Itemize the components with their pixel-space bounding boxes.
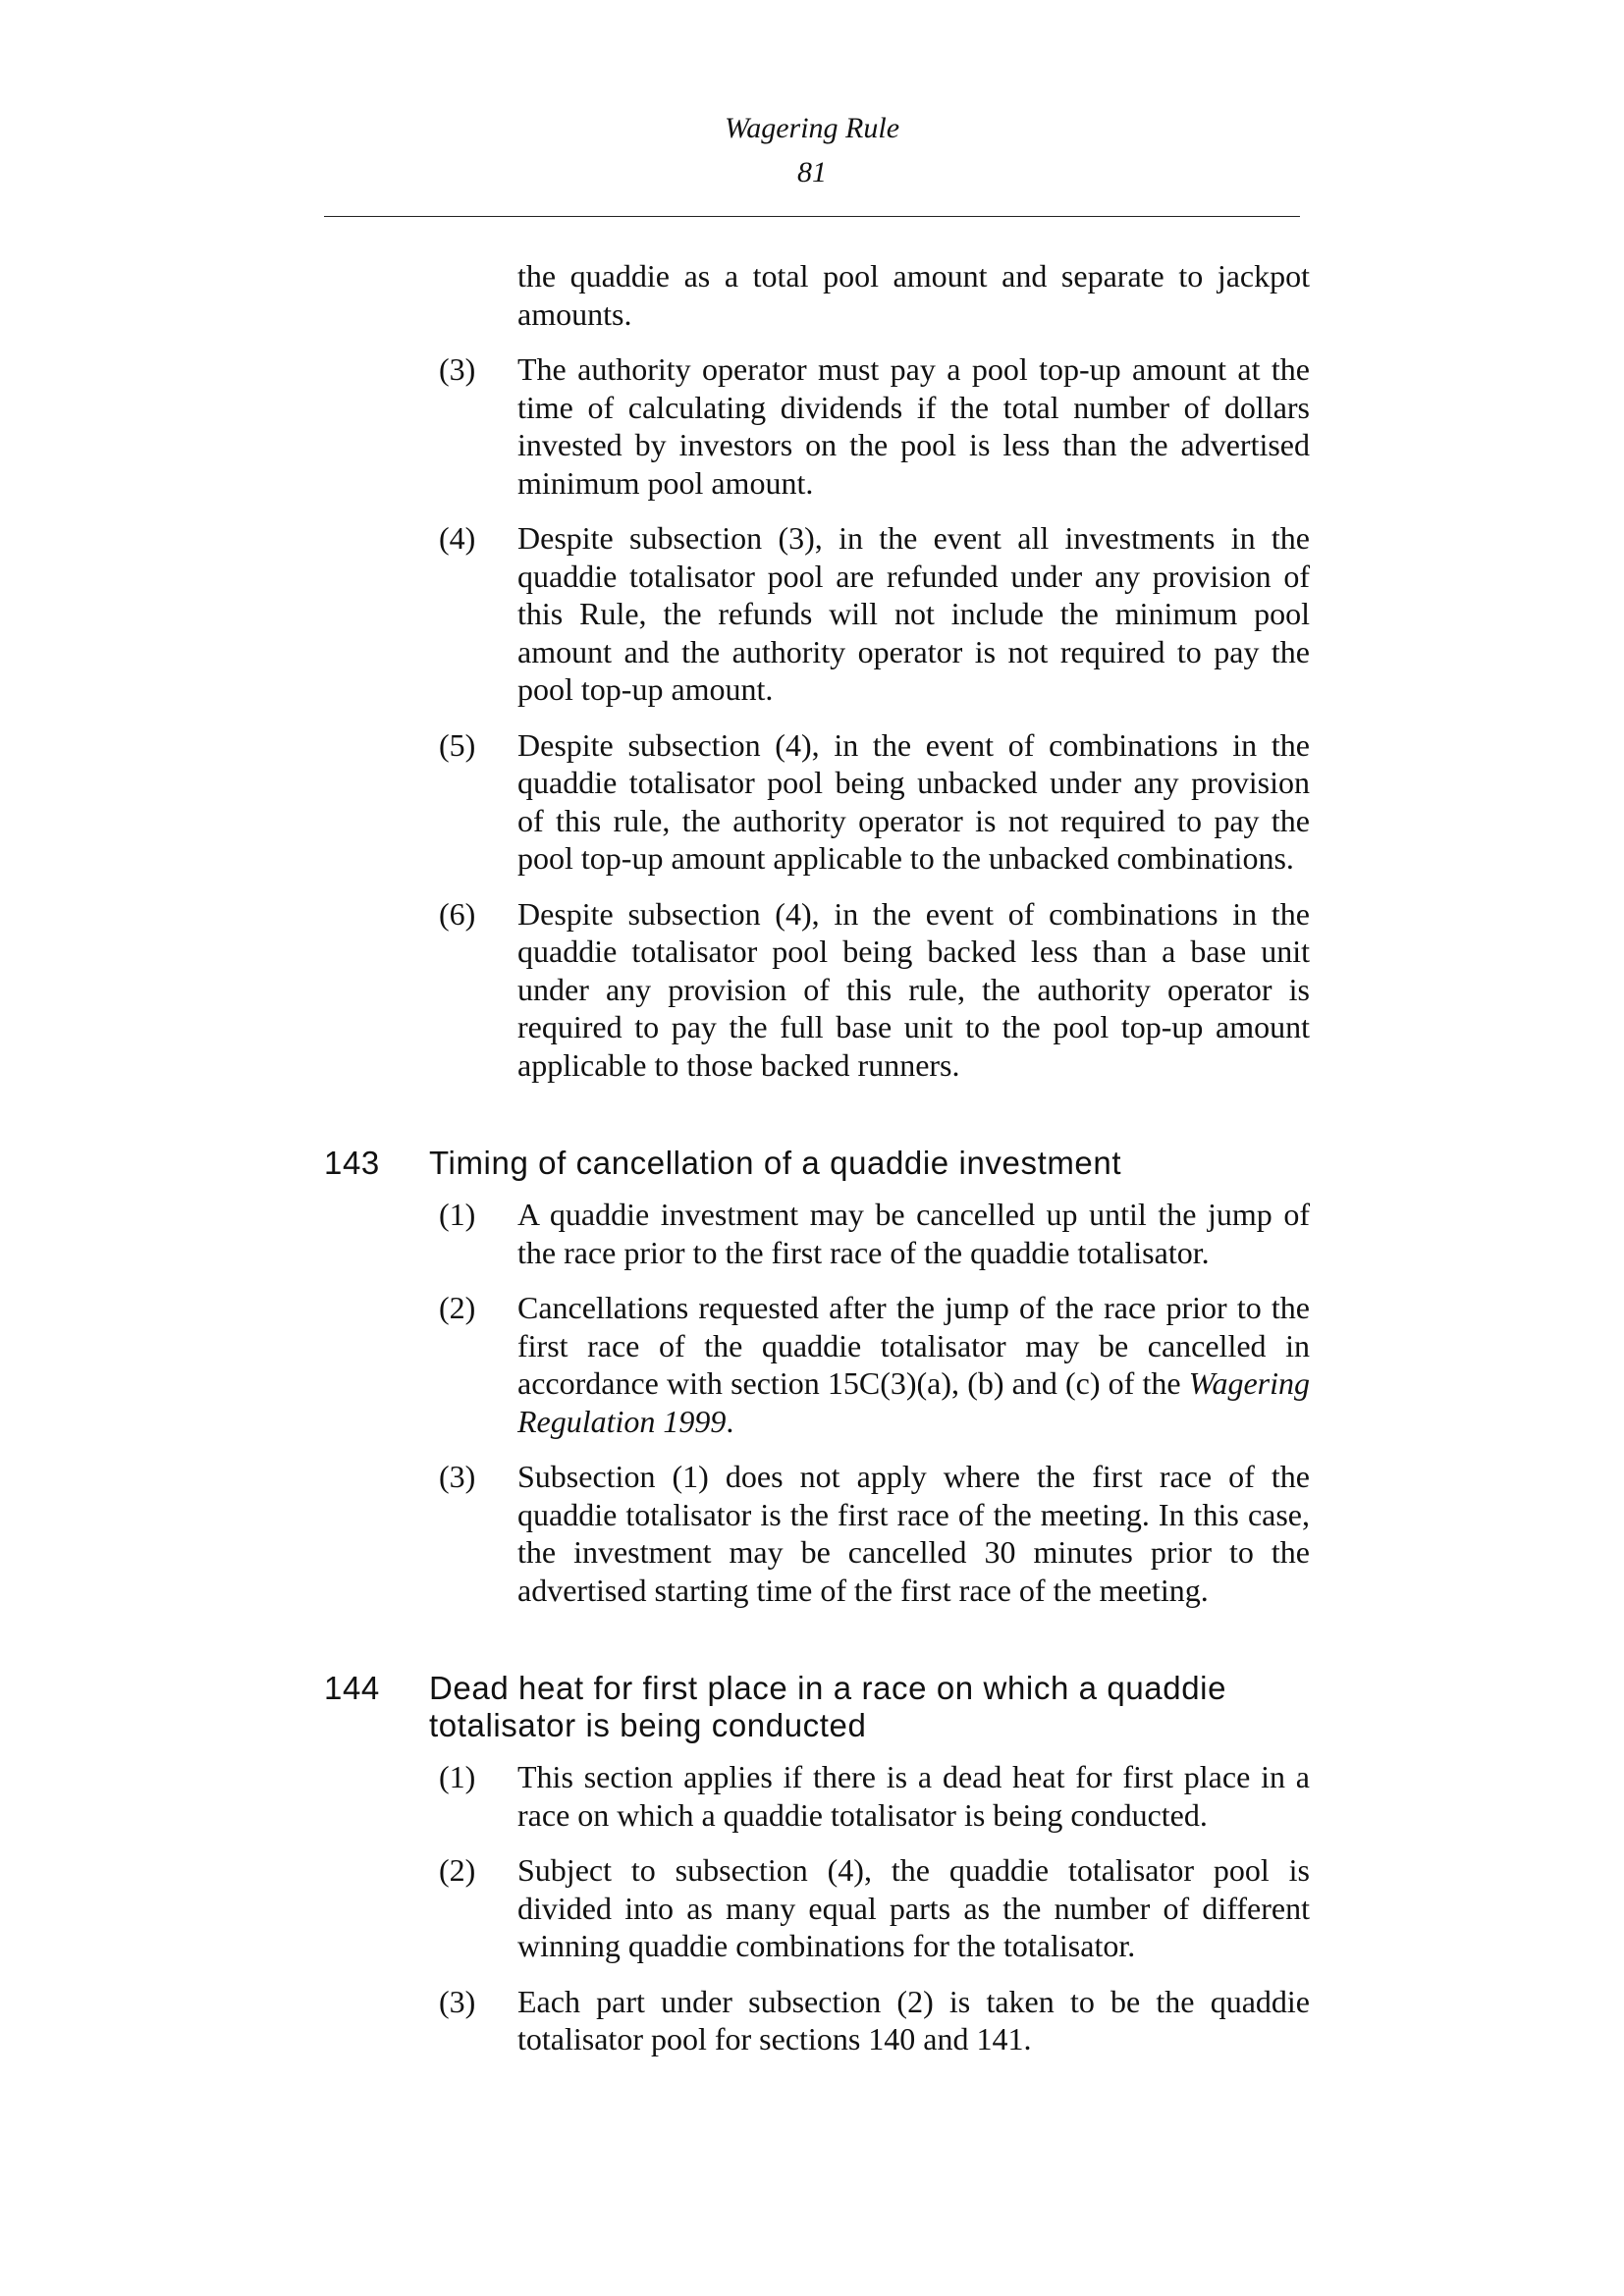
act-name: Wagering Regulation 1999 bbox=[517, 1365, 1310, 1439]
section-title: Timing of cancellation of a quaddie investment bbox=[429, 1145, 1122, 1181]
subsection-143-1 bbox=[439, 1196, 1310, 1271]
subsection-number: (2) bbox=[439, 1290, 476, 1325]
subsection-text: Subject to subsection (4), the quaddie totalisator pool is divided into as many equal parts as the number of different winning quaddie combinations for the totalisator. bbox=[517, 1852, 1310, 1963]
subsection-number: (3) bbox=[439, 1459, 476, 1494]
section-heading-144 bbox=[324, 1670, 1293, 1744]
section-number: 144 bbox=[324, 1670, 380, 1706]
subsection-number: (6) bbox=[439, 895, 476, 932]
subsection-142-4 bbox=[439, 519, 1310, 709]
subsection-text: Despite subsection (4), in the event of combinations in the quaddie totalisator pool being backed less than a base unit under any provision of this rule, the authority operator is required to pay the full base unit to the pool top-up amount applicable to those backed runners. bbox=[517, 895, 1310, 1083]
subsection-143-2 bbox=[439, 1289, 1310, 1440]
subsection-144-1 bbox=[439, 1758, 1310, 1834]
subsection-text: Despite subsection (3), in the event all investments in the quaddie totalisator pool are refunded under any provision of this Rule, the refunds will not include the minimum pool amount and the authority operator is not required to pay the pool top-up amount. bbox=[517, 520, 1310, 707]
continued-paragraph bbox=[517, 257, 1310, 333]
subsection-number: (2) bbox=[439, 1852, 476, 1888]
subsection-number: (3) bbox=[439, 351, 476, 387]
subsection-number: (1) bbox=[439, 1759, 476, 1794]
subsection-144-3 bbox=[439, 1983, 1310, 2058]
subsection-text: Cancellations requested after the jump of the race prior to the first race of the quaddie totalisator may be cancelled in accordance with section 15C(3)(a), (b) and (c) of the bbox=[517, 1290, 1310, 1401]
subsection-142-6 bbox=[439, 895, 1310, 1085]
section-title: Dead heat for first place in a race on which a quaddie totalisator is being conducted bbox=[429, 1670, 1227, 1743]
subsection-text-end: . bbox=[726, 1403, 734, 1439]
subsection-text: Each part under subsection (2) is taken to be the quaddie totalisator pool for sections 140 and 141. bbox=[517, 1983, 1310, 2056]
subsection-number: (1) bbox=[439, 1197, 476, 1232]
header-rule bbox=[324, 216, 1300, 217]
paragraph-text: the quaddie as a total pool amount and separate to jackpot amounts. bbox=[517, 258, 1310, 332]
document-title: Wagering Rule bbox=[724, 112, 900, 144]
running-header bbox=[324, 106, 1300, 194]
section-number: 143 bbox=[324, 1145, 380, 1181]
subsection-144-2 bbox=[439, 1851, 1310, 1965]
subsection-142-3 bbox=[439, 350, 1310, 502]
subsection-142-5 bbox=[439, 726, 1310, 878]
section-heading-143 bbox=[324, 1145, 1293, 1182]
subsection-number: (3) bbox=[439, 1983, 476, 2019]
subsection-text: Subsection (1) does not apply where the first race of the quaddie totalisator is the first race of the meeting. In this case, the investment may be cancelled 30 minutes prior to the advertised starting time of the first race of the meeting. bbox=[517, 1459, 1310, 1608]
page-body bbox=[0, 257, 1624, 2076]
page-number: 81 bbox=[797, 156, 827, 188]
subsection-143-3 bbox=[439, 1458, 1310, 1609]
subsection-text: Despite subsection (4), in the event of combinations in the quaddie totalisator pool being unbacked under any provision of this rule, the authority operator is not required to pay the pool top-up amount applicable to the unbacked combinations. bbox=[517, 726, 1310, 876]
subsection-text: This section applies if there is a dead heat for first place in a race on which a quaddie totalisator is being conducted. bbox=[517, 1759, 1310, 1833]
subsection-text: The authority operator must pay a pool top-up amount at the time of calculating dividends if the total number of dollars invested by investors on the pool is less than the advertised minimum pool amount. bbox=[517, 351, 1310, 501]
subsection-number: (5) bbox=[439, 726, 476, 763]
subsection-number: (4) bbox=[439, 520, 476, 556]
subsection-text: A quaddie investment may be cancelled up until the jump of the race prior to the first race of the quaddie totalisator. bbox=[517, 1197, 1310, 1270]
